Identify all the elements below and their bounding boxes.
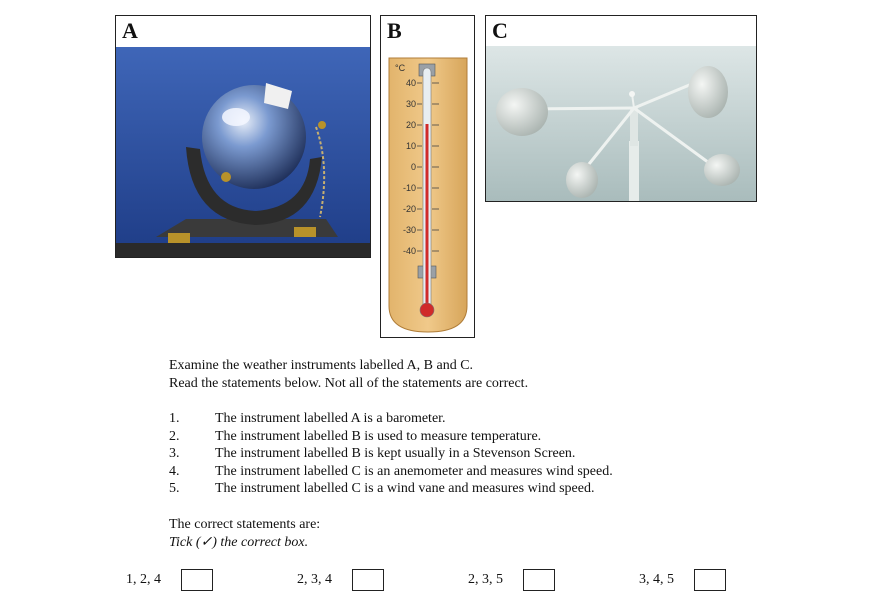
figure-label-a: A (122, 18, 138, 43)
thermometer-illustration (381, 56, 474, 337)
tick-box[interactable] (523, 569, 555, 591)
figure-c (485, 15, 757, 202)
tick-box[interactable] (694, 569, 726, 591)
statement-text: The instrument labelled C is an anemometer and measures wind speed. (215, 463, 613, 479)
option-label: 2, 3, 4 (297, 572, 332, 587)
instruction-line-2: Read the statements below. Not all of the statements are correct. (169, 375, 529, 391)
answer-option-2-3-5 (468, 569, 555, 591)
thermometer-tick-label: 10 (405, 141, 416, 151)
answer-prompt-line: The correct statements are: (169, 517, 321, 532)
sunshine-recorder-photo (116, 47, 370, 257)
thermometer-tick-label: -20 (402, 204, 416, 214)
figure-a (115, 15, 371, 258)
statement-text: The instrument labelled A is a barometer. (215, 411, 446, 426)
thermometer-tick-label: -10 (402, 183, 416, 193)
thermometer-tick-label: -40 (402, 246, 416, 256)
statement-number: 3. (169, 446, 180, 461)
answer-option-1-2-4 (126, 569, 213, 591)
tick-instruction: Tick (✓) the correct box. (169, 534, 309, 550)
thermometer-tick-label: 0 (410, 162, 416, 172)
statement-item (169, 410, 613, 428)
statement-text: The instrument labelled B is kept usually in a Stevenson Screen. (215, 446, 576, 461)
thermometer-tick-label: 40 (405, 78, 416, 88)
option-label: 1, 2, 4 (126, 572, 161, 587)
instructions (169, 357, 528, 392)
statement-item (169, 480, 613, 498)
thermometer-tick-label: -30 (402, 225, 416, 235)
instruction-line-1: Examine the weather instruments labelled A, B and C. (169, 358, 474, 373)
statement-number: 1. (169, 411, 180, 426)
statement-number: 2. (169, 428, 180, 444)
figure-b (380, 15, 475, 338)
statement-item (169, 428, 613, 446)
figure-label-b: B (387, 18, 402, 43)
answer-option-3-4-5 (639, 569, 726, 591)
statement-number: 4. (169, 463, 180, 479)
option-label: 3, 4, 5 (639, 572, 674, 587)
figure-label-c: C (492, 18, 508, 43)
statement-item (169, 463, 613, 481)
thermometer-tick-label: 20 (405, 120, 416, 130)
tick-box[interactable] (181, 569, 213, 591)
statement-text: The instrument labelled C is a wind vane and measures wind speed. (215, 481, 595, 496)
anemometer-photo (486, 46, 756, 201)
tick-box[interactable] (352, 569, 384, 591)
thermometer-tick-label: 30 (405, 99, 416, 109)
statement-number: 5. (169, 481, 180, 496)
answer-option-2-3-4 (297, 569, 384, 591)
option-label: 2, 3, 5 (468, 572, 503, 587)
statement-item (169, 445, 613, 463)
answer-prompt (169, 516, 320, 551)
statement-list (169, 410, 613, 498)
statement-text: The instrument labelled B is used to measure temperature. (215, 428, 542, 444)
thermometer-unit: °C (395, 63, 406, 73)
